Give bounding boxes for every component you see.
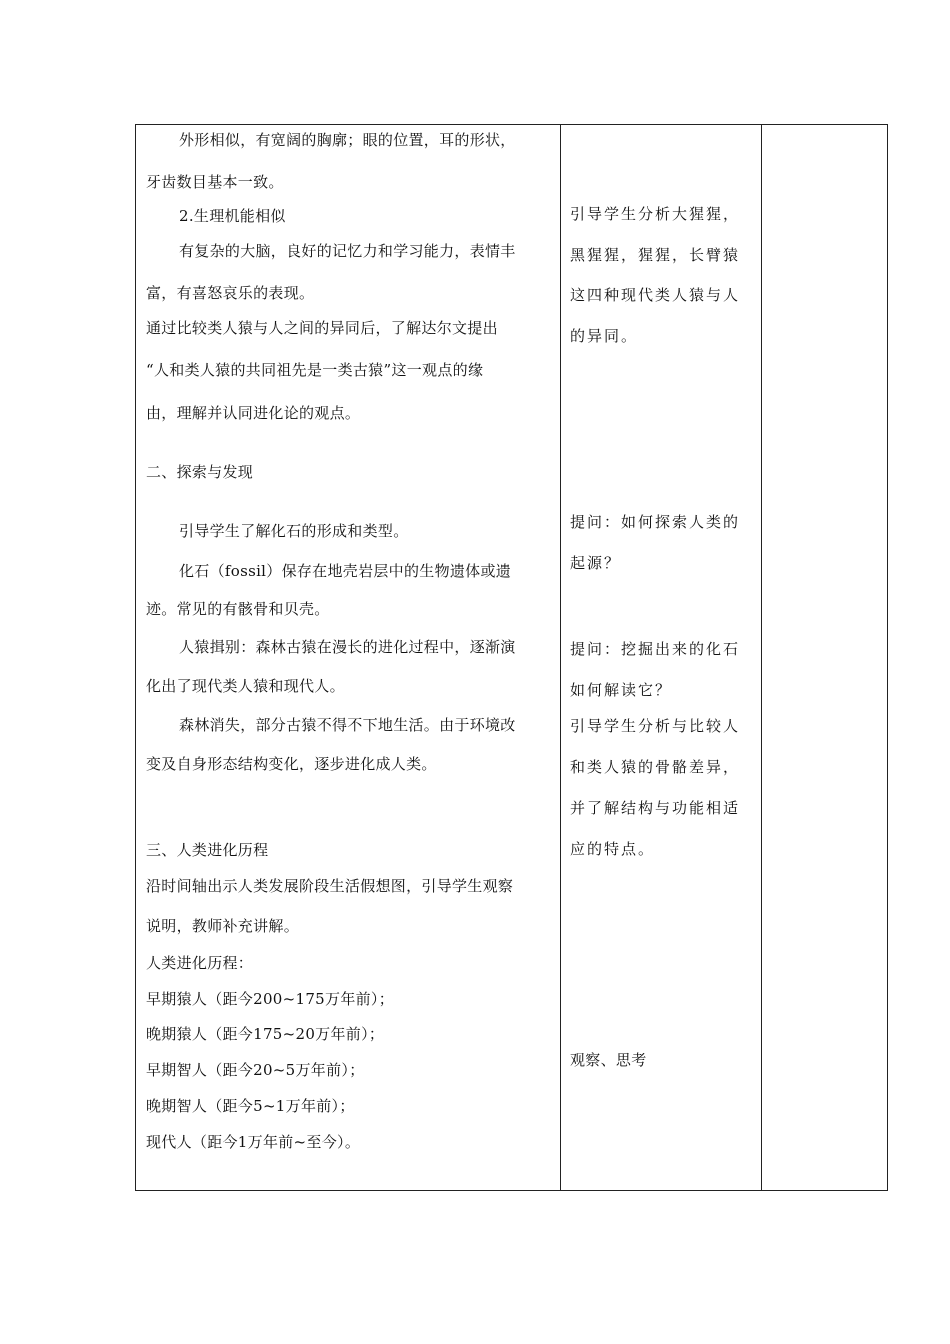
text-line: 化出了现代类人猿和现代人。: [146, 677, 345, 695]
text-line: 通过比较类人猿与人之间的异同后，了解达尔文提出: [146, 319, 498, 337]
text-line: 外形相似，有宽阔的胸廓；眼的位置，耳的形状，: [179, 131, 516, 149]
text-line: 富，有喜怒哀乐的表现。: [146, 284, 315, 302]
lesson-table: [135, 124, 888, 1191]
text-line: 沿时间轴出示人类发展阶段生活假想图，引导学生观察: [146, 877, 514, 895]
text-line: 和类人猿的骨骼差异，: [570, 758, 741, 776]
text-line: 这四种现代类人猿与人: [570, 286, 741, 304]
text-line: 人类进化历程：: [146, 954, 254, 972]
text-line: 由，理解并认同进化论的观点。: [146, 404, 361, 422]
list-item: 晚期智人（距今5~1万年前）；: [146, 1097, 355, 1115]
list-item: 早期智人（距今20~5万年前）；: [146, 1061, 365, 1079]
list-item: 晚期猿人（距今175~20万年前）；: [146, 1025, 385, 1043]
text-line: 迹。常见的有骸骨和贝壳。: [146, 600, 330, 618]
text-line: 化石（fossil）保存在地壳岩层中的生物遗体或遗: [179, 562, 512, 580]
section-heading: 二、探索与发现: [146, 463, 254, 481]
text-line: 如何解读它？: [570, 681, 673, 699]
text-line: 起源？: [570, 554, 622, 572]
text-line: 有复杂的大脑，良好的记忆力和学习能力，表情丰: [179, 242, 516, 260]
column-divider-2: [761, 125, 762, 1190]
text-line: 引导学生分析大猩猩，: [570, 205, 741, 223]
column-divider-1: [560, 125, 561, 1190]
text-line: 并了解结构与功能相适: [570, 799, 741, 817]
text-line: 观察、思考: [570, 1051, 647, 1069]
subheading: 2.生理机能相似: [179, 207, 286, 225]
text-line: “人和类人猿的共同祖先是一类古猿”这一观点的缘: [146, 361, 484, 379]
text-line: 变及自身形态结构变化，逐步进化成人类。: [146, 755, 437, 773]
text-line: 应的特点。: [570, 840, 656, 858]
text-line: 牙齿数目基本一致。: [146, 173, 284, 191]
list-item: 早期猿人（距今200~175万年前）；: [146, 990, 395, 1008]
text-line: 的异同。: [570, 327, 639, 345]
text-line: 提问：如何探索人类的: [570, 513, 741, 531]
text-line: 人猿揖别：森林古猿在漫长的进化过程中，逐渐演: [179, 638, 516, 656]
text-line: 引导学生分析与比较人: [570, 717, 741, 735]
section-heading: 三、人类进化历程: [146, 841, 269, 859]
text-line: 说明，教师补充讲解。: [146, 917, 300, 935]
text-line: 森林消失，部分古猿不得不下地生活。由于环境改: [179, 716, 516, 734]
text-line: 引导学生了解化石的形成和类型。: [179, 522, 409, 540]
list-item: 现代人（距今1万年前~至今）。: [146, 1133, 361, 1151]
text-line: 提问：挖掘出来的化石: [570, 640, 741, 658]
text-line: 黑猩猩，猩猩，长臂猿: [570, 246, 741, 264]
